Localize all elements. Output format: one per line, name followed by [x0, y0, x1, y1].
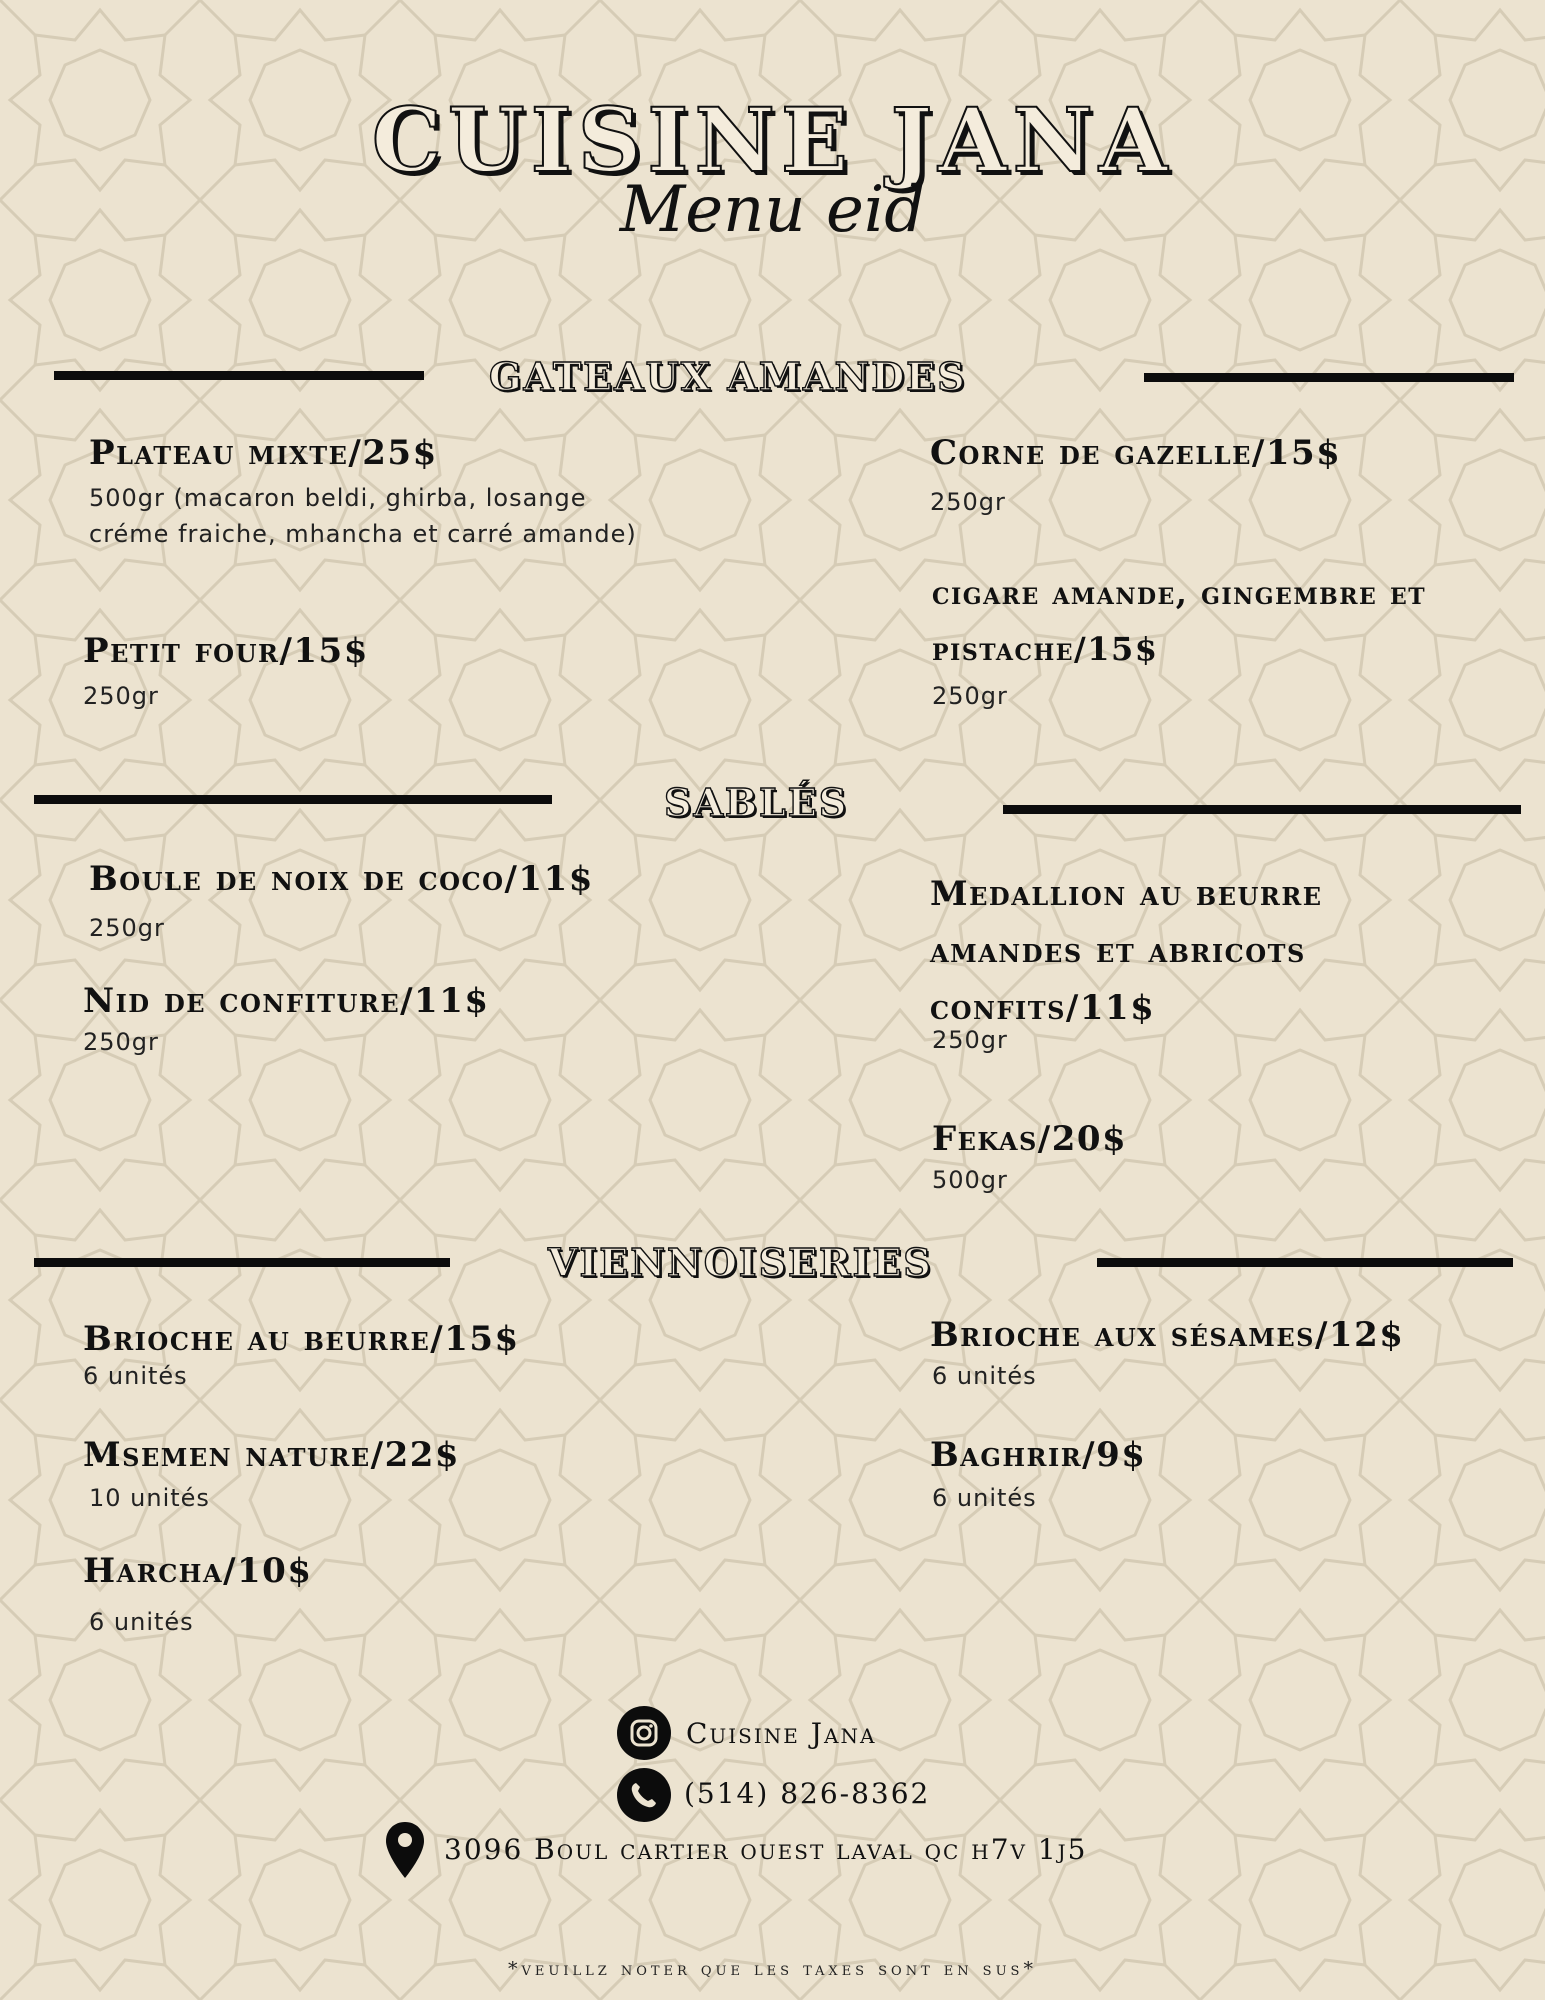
section-heading-viennoiseries: VIENNOISERIES	[548, 1240, 933, 1285]
menu-item-name: Msemen nature/22$	[83, 1435, 461, 1475]
instagram-handle[interactable]: Cuisine Jana	[686, 1717, 877, 1750]
section-divider-right	[1003, 805, 1521, 814]
page-title: CUISINE JANA	[371, 88, 1174, 192]
menu-item-desc: 250gr	[930, 488, 1006, 516]
section-divider-left	[54, 371, 424, 380]
menu-item-name: Brioche au beurre/15$	[83, 1319, 520, 1359]
menu-item-name: Baghrir/9$	[930, 1435, 1147, 1475]
menu-item-desc: 10 unités	[89, 1484, 210, 1512]
menu-item-desc: 250gr	[83, 1028, 159, 1056]
menu-item-desc: 6 unités	[932, 1484, 1037, 1512]
phone-number[interactable]: (514) 826-8362	[684, 1777, 931, 1810]
menu-item-desc: 250gr	[89, 914, 165, 942]
section-heading-sables: SABLÉS	[664, 780, 849, 825]
menu-item-desc: 250gr	[932, 682, 1008, 710]
menu-item-desc: 250gr	[932, 1026, 1008, 1054]
menu-item-name: Corne de gazelle/15$	[930, 433, 1342, 473]
menu-item-name: Medallion au beurre amandes et abricots confits/11$	[930, 874, 1323, 1028]
instagram-icon[interactable]	[617, 1706, 671, 1760]
location-pin-icon	[384, 1820, 426, 1880]
menu-item-desc: 250gr	[83, 682, 159, 710]
menu-item-name: Fekas/20$	[932, 1119, 1128, 1159]
section-heading-gateaux: GATEAUX AMANDES	[489, 354, 967, 399]
tax-note: *veuillz noter que les taxes sont en sus*	[508, 1958, 1037, 1980]
menu-item-desc: 6 unités	[89, 1608, 194, 1636]
section-divider-right	[1144, 373, 1514, 382]
menu-item-name: Nid de confiture/11$	[83, 981, 490, 1021]
menu-item-name: Boule de noix de coco/11$	[89, 859, 594, 899]
menu-item-desc: 6 unités	[83, 1362, 188, 1390]
menu-item-name: Plateau mixte/25$	[89, 433, 438, 473]
page-subtitle: Menu eid	[619, 173, 926, 247]
phone-icon[interactable]	[617, 1768, 671, 1822]
menu-item-name: Petit four/15$	[83, 631, 369, 671]
section-divider-left	[34, 795, 552, 804]
menu-item-name: Harcha/10$	[83, 1551, 313, 1591]
menu-item-desc: 500gr	[932, 1166, 1008, 1194]
address: 3096 Boul cartier ouest laval qc h7v 1j5	[444, 1833, 1088, 1866]
menu-item-desc: 6 unités	[932, 1362, 1037, 1390]
menu-item-name: Brioche aux sésames/12$	[930, 1315, 1405, 1355]
section-divider-right	[1097, 1258, 1513, 1267]
section-divider-left	[34, 1258, 450, 1267]
menu-item-name: cigare amande, gingembre et pistache/15$	[932, 574, 1427, 668]
menu-item-desc: 500gr (macaron beldi, ghirba, losange créme fraiche, mhancha et carré amande)	[89, 484, 637, 548]
